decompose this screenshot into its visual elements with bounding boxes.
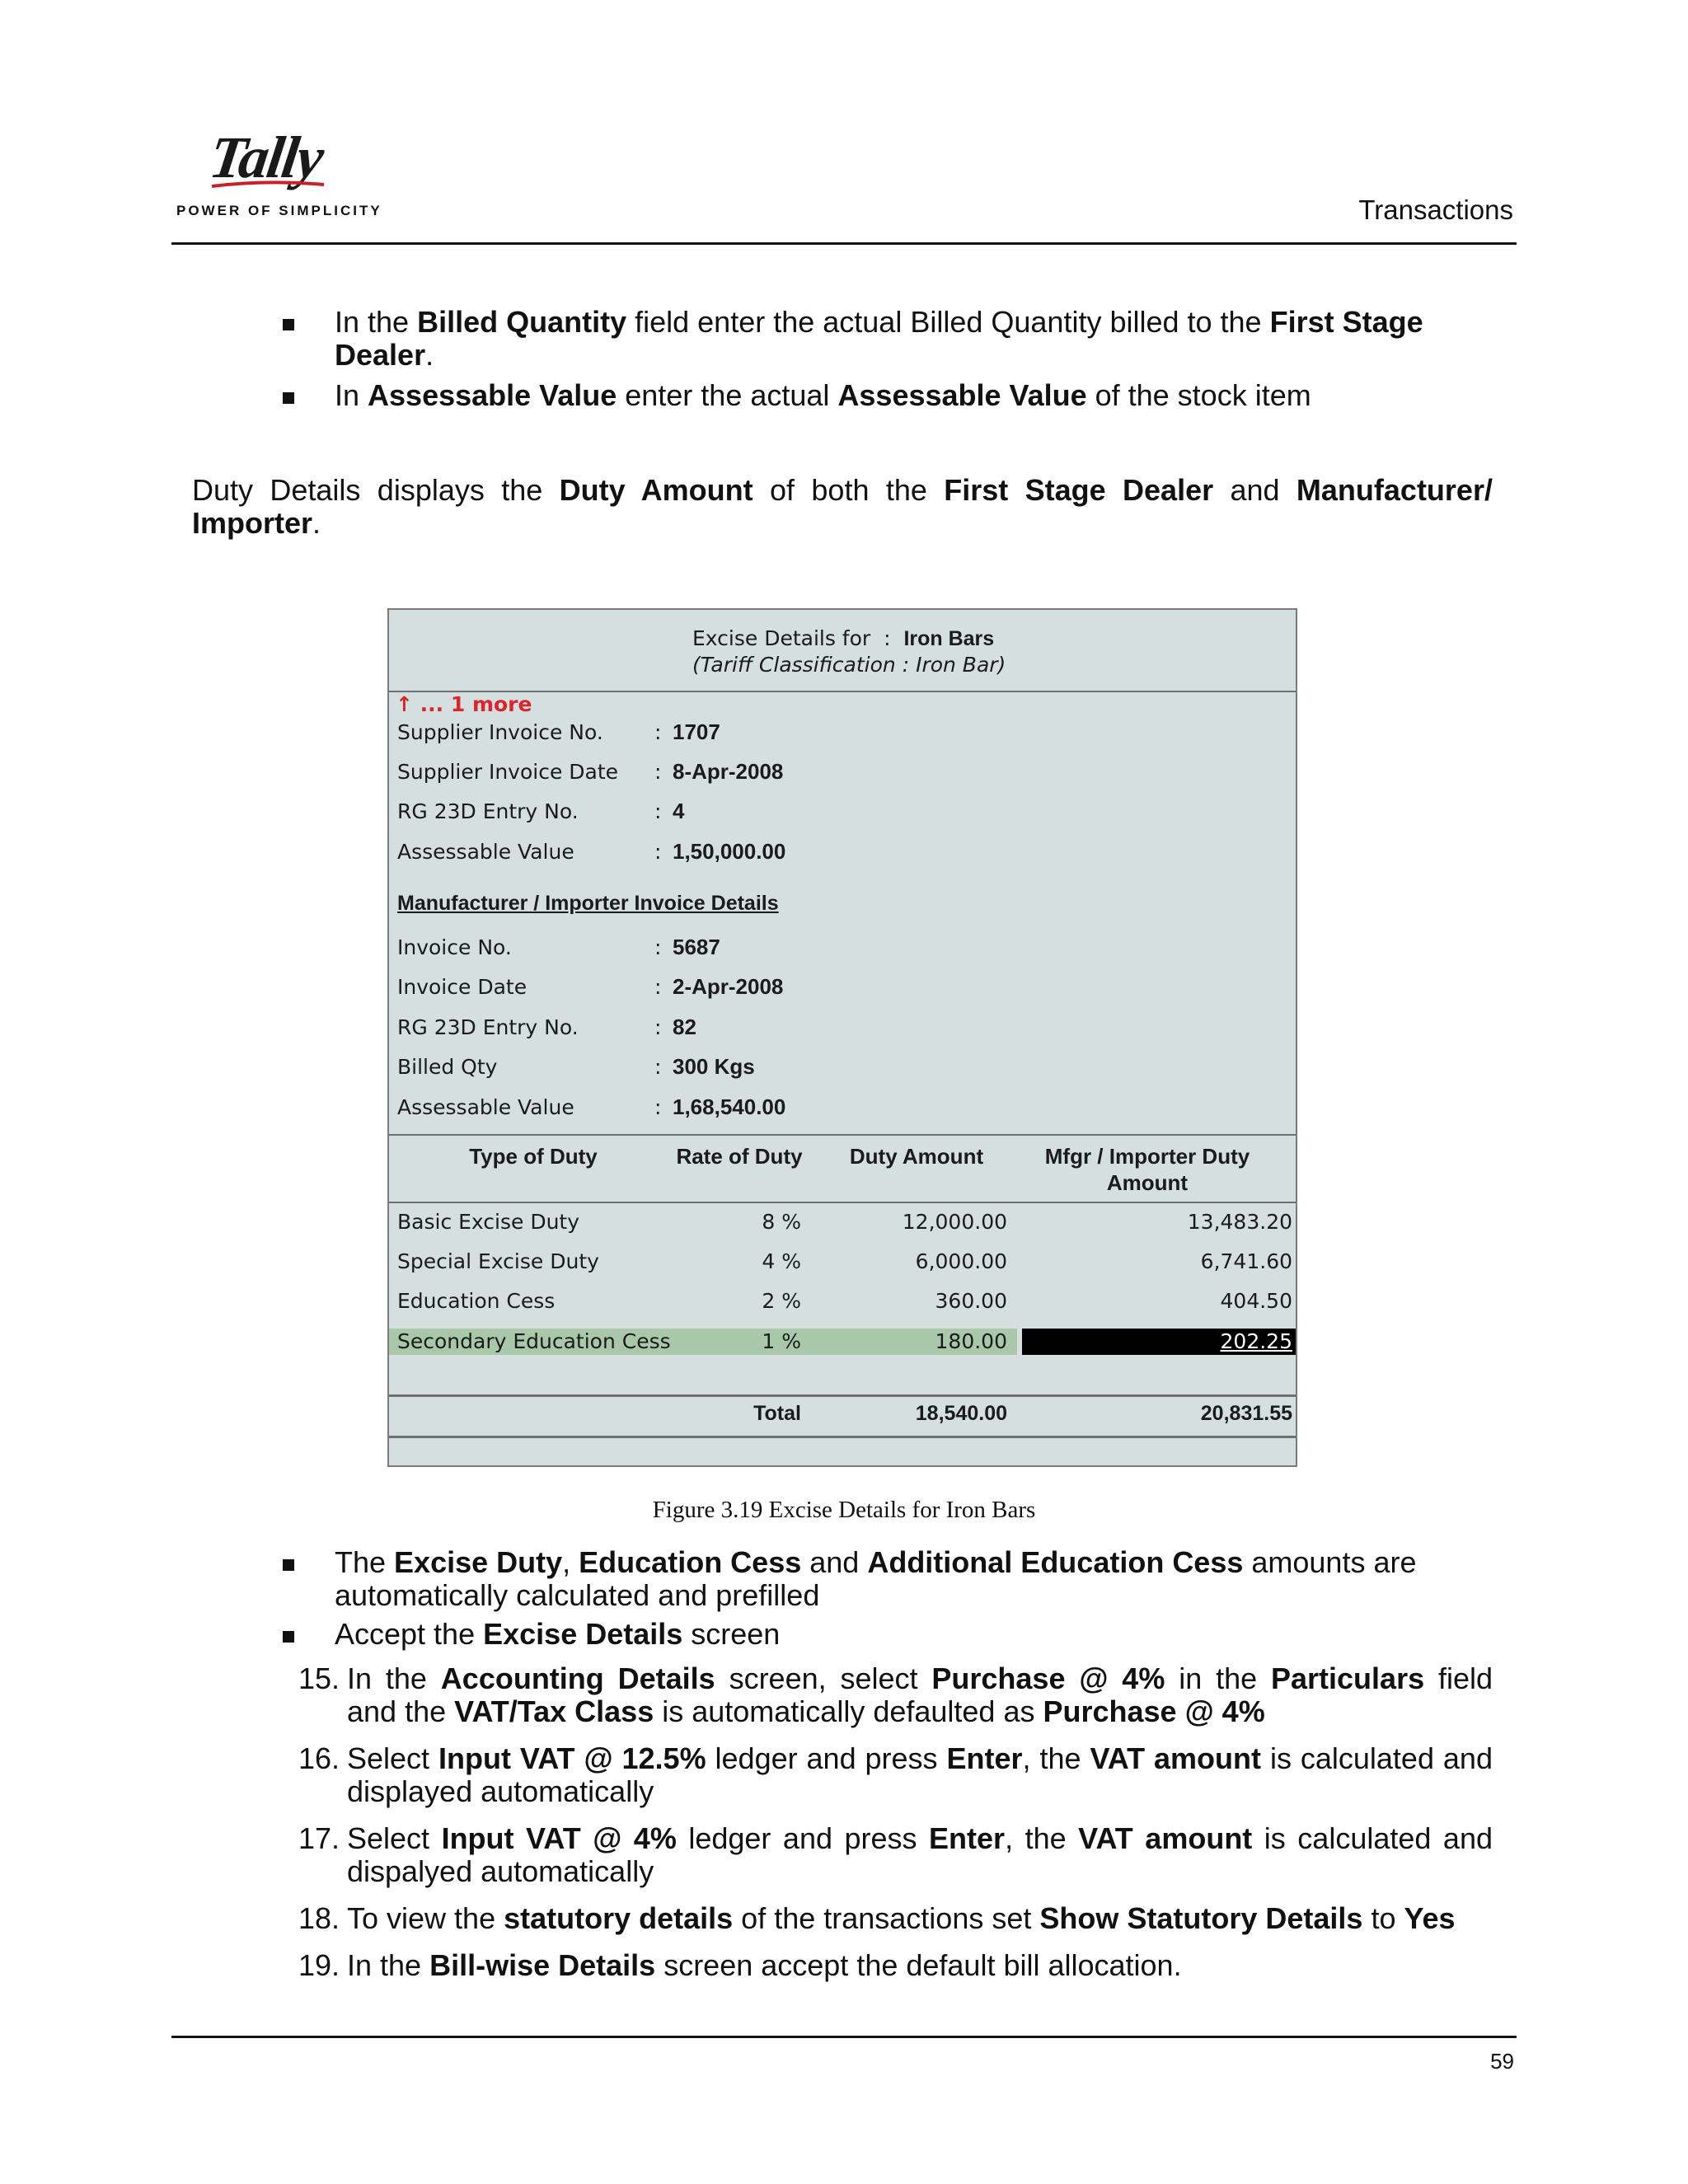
assessable-value-value[interactable]: 1,50,000.00 [673,839,786,864]
bullet-icon [283,1559,294,1571]
field-label: Supplier Invoice No. [397,720,603,744]
mfgr-duty-amount[interactable]: 6,741.60 [1200,1249,1292,1273]
bullet-icon [283,319,294,330]
field-colon: : [654,760,662,784]
duty-amount: 12,000.00 [902,1210,1007,1234]
mfgr-duty-amount-active[interactable]: 202.25 [1220,1329,1292,1353]
duty-type: Secondary Education Cess [397,1329,671,1353]
col-type-of-duty: Type of Duty [469,1144,598,1169]
footer-divider [171,2036,1517,2038]
col-rate-of-duty: Rate of Duty [676,1144,803,1169]
step-number: 19. [298,1948,340,1982]
manufacturer-heading: Manufacturer / Importer Invoice Details [397,892,779,915]
total-divider [389,1394,1296,1397]
step-16-line-1: Select Input VAT @ 12.5% ledger and press Enter, the VAT amount is calculated and [347,1741,1493,1775]
intro-line-1: Duty Details displays the Duty Amount of both the First Stage Dealer and Manufacturer/ [192,473,1493,507]
step-16-line-2: displayed automatically [347,1774,654,1808]
step-number: 17. [298,1821,340,1855]
col-duty-amount: Duty Amount [849,1144,984,1169]
bullet-icon [283,1631,294,1643]
bullet-icon [283,392,294,404]
field-label: Assessable Value [397,1095,574,1119]
field-colon: : [654,799,662,823]
table-header-divider [389,1202,1296,1203]
bullet-excise-duty: The Excise Duty, Education Cess and Additional Education Cess amounts are automatically calculated and prefilled [335,1545,1417,1612]
duty-rate: 2 % [762,1289,801,1313]
duty-amount: 180.00 [935,1329,1007,1353]
step-19-line-1: In the Bill-wise Details screen accept the default bill allocation. [347,1948,1182,1982]
logo-swoosh-icon [210,180,326,190]
step-18-line-1: To view the statutory details of the transactions set Show Statutory Details to Yes [347,1901,1456,1935]
field-label: Supplier Invoice Date [397,760,619,784]
field-colon: : [654,1055,662,1079]
col-mfgr-amount: Amount [1106,1170,1189,1195]
supplier-invoice-date-value[interactable]: 8-Apr-2008 [673,759,784,784]
field-label: Invoice Date [397,975,528,999]
field-label: RG 23D Entry No. [397,1015,579,1039]
step-number: 15. [298,1661,340,1695]
step-number: 16. [298,1741,340,1775]
rg23d-entry-value[interactable]: 4 [673,799,685,823]
field-colon: : [654,720,662,744]
more-indicator[interactable]: ↑ ... 1 more [396,692,532,716]
panel-subtitle: (Tariff Classification : Iron Bar) [692,653,1006,677]
mfr-rg23d-entry-value[interactable]: 82 [673,1015,696,1039]
supplier-invoice-no-value[interactable]: 1707 [673,719,720,744]
figure-caption: Figure 3.19 Excise Details for Iron Bars [652,1497,1036,1523]
step-15-line-2: and the VAT/Tax Class is automatically defaulted as Purchase @ 4% [347,1694,1265,1728]
duty-type: Special Excise Duty [397,1249,599,1273]
field-label: Billed Qty [397,1055,498,1079]
col-mfgr-duty: Mfgr / Importer Duty [1044,1144,1250,1169]
mfr-billed-qty-value[interactable]: 300 Kgs [673,1054,755,1079]
total-duty-amount: 18,540.00 [915,1402,1007,1425]
field-colon: : [654,840,662,864]
excise-details-panel [387,608,1297,1467]
mfgr-duty-amount[interactable]: 404.50 [1220,1289,1292,1313]
header-divider [171,242,1517,245]
duty-rate: 8 % [762,1210,801,1234]
logo-tagline: POWER OF SIMPLICITY [176,203,382,218]
mfr-invoice-date-value[interactable]: 2-Apr-2008 [673,974,784,999]
field-colon: : [654,935,662,959]
duty-type: Education Cess [397,1289,556,1313]
bullet-accept-excise: Accept the Excise Details screen [335,1617,781,1651]
section-title: Transactions [1358,194,1513,225]
bullet-assessable-value: In Assessable Value enter the actual Assessable Value of the stock item [335,378,1311,412]
duty-type: Basic Excise Duty [397,1210,580,1234]
duty-amount: 360.00 [935,1289,1007,1313]
mfgr-duty-amount[interactable]: 13,483.20 [1187,1210,1292,1234]
field-colon: : [654,975,662,999]
total-mfgr-amount: 20,831.55 [1200,1402,1292,1425]
step-15-line-1: In the Accounting Details screen, select Purchase @ 4% in the Particulars field [347,1661,1493,1695]
tally-logo: Tally [205,124,327,190]
bullet-billed-quantity: In the Billed Quantity field enter the actual Billed Quantity billed to the First Stage Dealer. [335,305,1423,372]
field-colon: : [654,1015,662,1039]
field-label: RG 23D Entry No. [397,799,579,823]
intro-line-2: Importer. [192,506,321,540]
mfr-invoice-no-value[interactable]: 5687 [673,935,720,959]
field-label: Assessable Value [397,840,574,864]
field-label: Invoice No. [397,935,512,959]
mfr-assessable-value-value[interactable]: 1,68,540.00 [673,1094,786,1119]
total-label: Total [753,1402,801,1425]
panel-title: Excise Details for : Iron Bars [692,626,995,650]
page-number: 59 [1490,2049,1514,2074]
step-17-line-1: Select Input VAT @ 4% ledger and press Enter, the VAT amount is calculated and [347,1821,1493,1855]
step-17-line-2: dispalyed automatically [347,1854,654,1888]
duty-rate: 1 % [762,1329,801,1353]
duty-amount: 6,000.00 [915,1249,1007,1273]
table-top-divider [389,1134,1296,1136]
duty-rate: 4 % [762,1249,801,1273]
field-colon: : [654,1095,662,1119]
total-bottom-divider [389,1436,1296,1438]
step-number: 18. [298,1901,340,1935]
